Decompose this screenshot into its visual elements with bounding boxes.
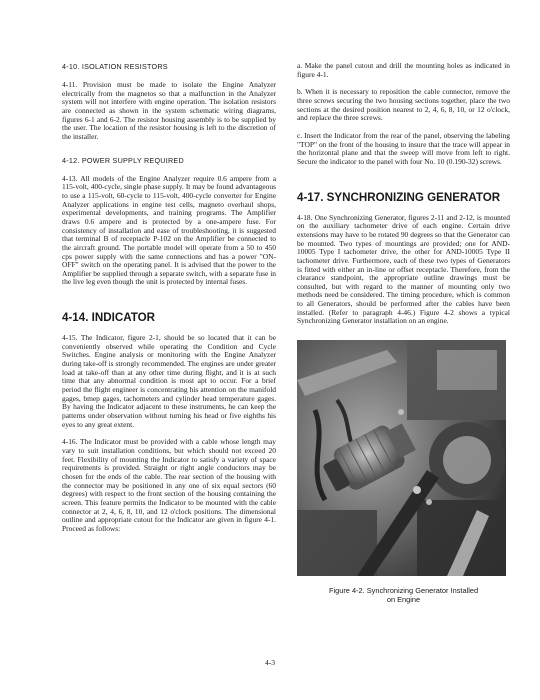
section-heading-power-supply: 4-12. POWER SUPPLY REQUIRED <box>62 155 184 165</box>
section-heading-synchronizing-generator: 4-17. SYNCHRONIZING GENERATOR <box>297 190 501 204</box>
figure-caption-line-1: Figure 4-2. Synchronizing Generator Installed <box>328 586 479 596</box>
paragraph-4-18: 4-18. One Synchronizing Generator, figures 2-11 and 2-12, is mounted on the auxiliary tachometer drive of each engine. Certain drive extensions may have to be rotated 90 degrees so that the Generator can be mounted. Two types of mountings are provided; one for AND-10005 Type I tachometer drive, the other for AND-10005 Type II tachometer drive. Furthermore, each of these two types of Generators is fitted with either an in-line or offset receptacle. Therefore, from the clearance standpoint, the appropriate outline drawings must be consulted, but with regard to the manner of mounting only two methods need be considered. The timing procedure, which is common to all Generators, should be performed after the cables have been installed. (Refer to paragraph 4-46.) Figure 4-2 shows a typical Synchronizing Generator installation on an engine. <box>297 212 510 326</box>
figure-caption <box>297 586 510 604</box>
engine-generator-photo <box>297 340 506 576</box>
paragraph-4-11: 4-11. Provision must be made to isolate the Engine Analyzer electrically from the magnetos so that a malfunction in the Analyzer system will not interfere with engine operation. The isolation resistors are connected as shown in the system schematic wiring diagrams, figures 6-1 and 6-2. The resistor housing assembly is to be supplied by the user. The location of the resistor housing is left to the discretion of the installer. <box>62 80 276 141</box>
page-number: 4-3 <box>264 658 276 667</box>
right-column <box>297 62 510 604</box>
paragraph-4-13: 4-13. All models of the Engine Analyzer require 0.6 ampere from a 115-volt, 400-cycle, single phase supply. It may be found advantageous to use a 115-volt, 60-cycle to 115-volt, 400-cycle converter for Engine Analyzer applications in engine test cells, magneto overhaul shops, experimental developments, and training programs. The Amplifier draws 0.6 ampere and is protected by a one-ampere fuse. For consistency of installation and ease of troubleshooting, it is suggested that terminal B of receptacle P-102 on the Amplifier be connected to the aircraft ground. The portable model will operate from a 50 to 450 cps power supply with the same connections and has a power "ON-OFF" switch on the operating panel. It is advised that the power to the Amplifier be supplied through a separate switch, with a separate fuse in the live leg even though the unit is protected by internal fuses. <box>62 173 276 287</box>
section-heading-isolation-resistors: 4-10. ISOLATION RESISTORS <box>62 62 168 71</box>
paragraph-b: b. When it is necessary to reposition the cable connector, remove the three screws securing the two housing sections together, place the two sections at the desired position nearest to 2, 4, 6, 8, 10, or 12 o'clock, and replace the three screws. <box>297 87 510 123</box>
paragraph-4-15: 4-15. The Indicator, figure 2-1, should be so located that it can be conveniently observed while operating the Condition and Cycle Switches. Engine analysis or monitoring with the Engine Analyzer during take-off is strongly recommended. The engines are under greater load at take-off than at any other time during flight, and it is at such time that any abnormal condition is most apt to occur. For a brief period the flight engineer is concentrating his attention on the manifold gages, bmep gages, tachometers and cylinder head temperature gages. By having the Indicator adjacent to these instruments, he can keep the patterns under observation without turning his head or five eighths his eyes to any great extent. <box>62 333 276 429</box>
left-column <box>62 62 276 534</box>
paragraph-a: a. Make the panel cutout and drill the mounting holes as indicated in figure 4-1. <box>297 61 510 79</box>
paragraph-4-16: 4-16. The Indicator must be provided with a cable whose length may vary to suit installation conditions, but which should not exceed 20 feet. Flexibility of mounting the Indicator to satisfy a variety of space requirements is provided. Straight or right angle conductors may be chosen for the ends of the cable. The rear section of the housing with the connector may be positioned in any one of six equal sectors (60 degrees) with respect to the front section of the housing containing the screen. This feature permits the Indicator to be mounted with the cable connector at 2, 4, 6, 8, 10, and 12 o'clock positions. The dimensional outline and appropriate cutout for the Indicator are given in figure 4-1. Proceed as follows: <box>62 437 276 533</box>
paragraph-c: c. Insert the Indicator from the rear of the panel, observing the labeling "TOP" on the front of the housing to insure that the trace will appear in the horizontal plane and that the sweep will move from left to right. Secure the indicator to the panel with four No. 10 (0.190-32) screws. <box>297 130 510 166</box>
section-heading-indicator: 4-14. INDICATOR <box>62 311 155 325</box>
figure-caption-line-2: on Engine <box>386 595 421 605</box>
